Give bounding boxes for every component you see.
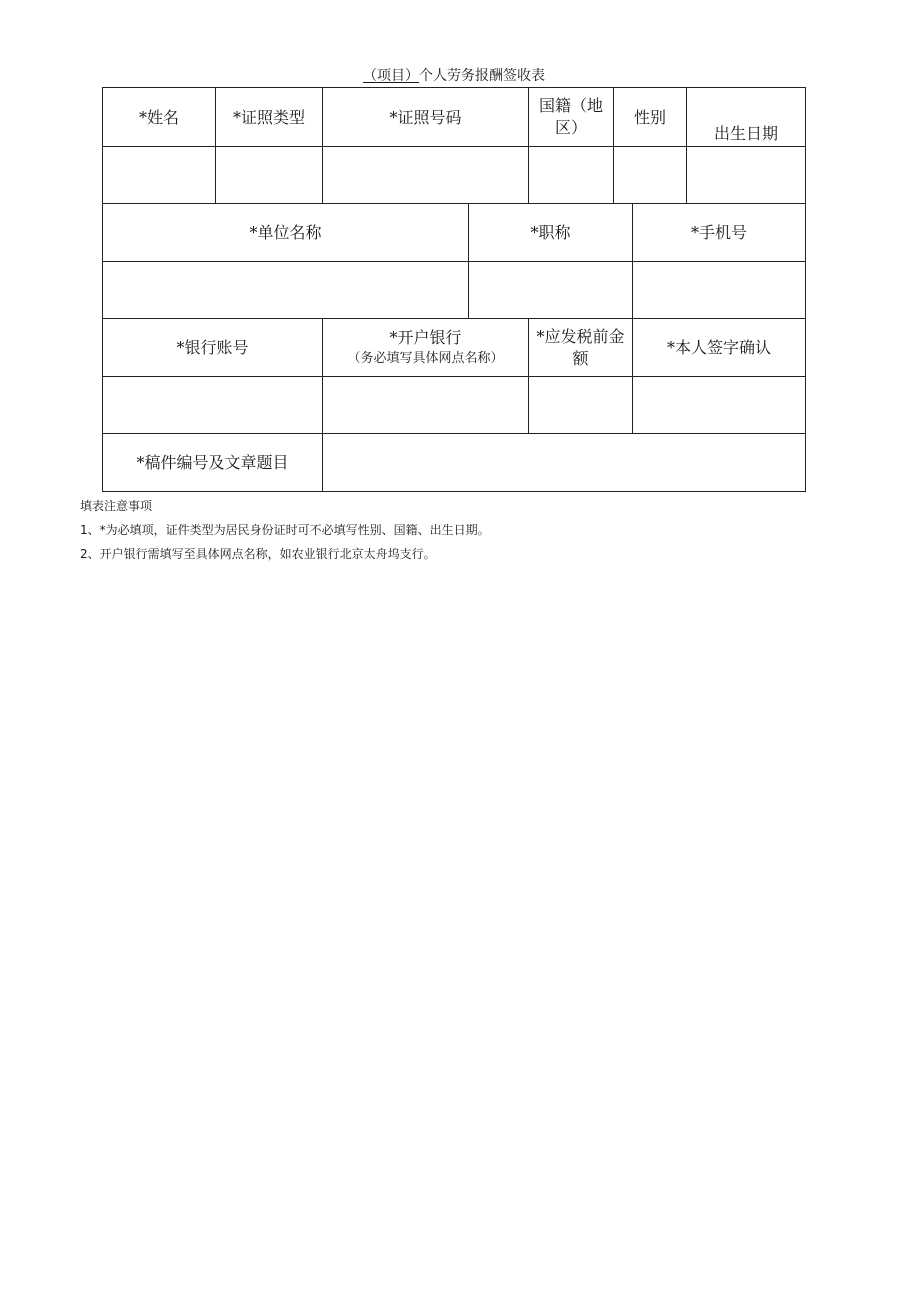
header-nationality — [529, 88, 614, 147]
header-id-type-label: *证照类型 — [232, 107, 305, 127]
input-name[interactable] — [103, 147, 216, 204]
header-bank-note: （务必填写具体网点名称） — [347, 351, 504, 366]
header-nationality-label: 国籍（地区） — [538, 96, 603, 137]
header-bank-label: *开户银行 — [389, 328, 462, 347]
note-item-2: 2、开户银行需填写至具体网点名称，如农业银行北京太舟坞支行。 — [80, 547, 436, 561]
input-manuscript[interactable] — [323, 434, 806, 492]
input-birth-date[interactable] — [687, 147, 806, 204]
input-id-type[interactable] — [216, 147, 323, 204]
input-signature[interactable] — [633, 377, 806, 434]
header-birth-date — [687, 88, 806, 147]
form-title — [102, 66, 806, 86]
header-org — [103, 204, 469, 262]
header-signature — [633, 319, 806, 377]
header-bank-account-label: *银行账号 — [176, 338, 249, 357]
header-manuscript — [103, 434, 323, 492]
header-phone — [633, 204, 806, 262]
header-id-number-label: *证照号码 — [389, 107, 462, 127]
header-id-type — [216, 88, 323, 147]
input-phone[interactable] — [633, 262, 806, 319]
form-notes — [80, 494, 840, 566]
input-gender[interactable] — [614, 147, 687, 204]
header-job-title-label: *职称 — [530, 223, 571, 242]
input-org[interactable] — [103, 262, 469, 319]
header-manuscript-label: *稿件编号及文章题目 — [136, 453, 289, 472]
header-pretax-amount-label: *应发税前金额 — [536, 326, 625, 368]
form-title-project: （项目） — [363, 68, 419, 84]
header-bank — [323, 319, 529, 377]
note-item-1: 1、*为必填项，证件类型为居民身份证时可不必填写性别、国籍、出生日期。 — [80, 523, 490, 537]
input-bank[interactable] — [323, 377, 529, 434]
input-id-number[interactable] — [323, 147, 529, 204]
header-name-label: *姓名 — [138, 107, 179, 127]
header-birth-date-label: 出生日期 — [713, 124, 778, 143]
header-gender-label: 性别 — [633, 107, 666, 127]
input-pretax-amount[interactable] — [529, 377, 633, 434]
header-signature-label: *本人签字确认 — [666, 338, 771, 357]
header-phone-label: *手机号 — [690, 223, 747, 242]
input-job-title[interactable] — [469, 262, 633, 319]
notes-heading: 填表注意事项 — [80, 499, 153, 513]
header-org-label: *单位名称 — [249, 223, 322, 242]
input-bank-account[interactable] — [103, 377, 323, 434]
form-title-name: 个人劳务报酬签收表 — [419, 68, 545, 84]
header-job-title — [469, 204, 633, 262]
header-pretax-amount — [529, 319, 633, 377]
header-bank-account — [103, 319, 323, 377]
input-nationality[interactable] — [529, 147, 614, 204]
header-name — [103, 88, 216, 147]
header-gender — [614, 88, 687, 147]
header-id-number — [323, 88, 529, 147]
receipt-form-table — [102, 87, 806, 492]
